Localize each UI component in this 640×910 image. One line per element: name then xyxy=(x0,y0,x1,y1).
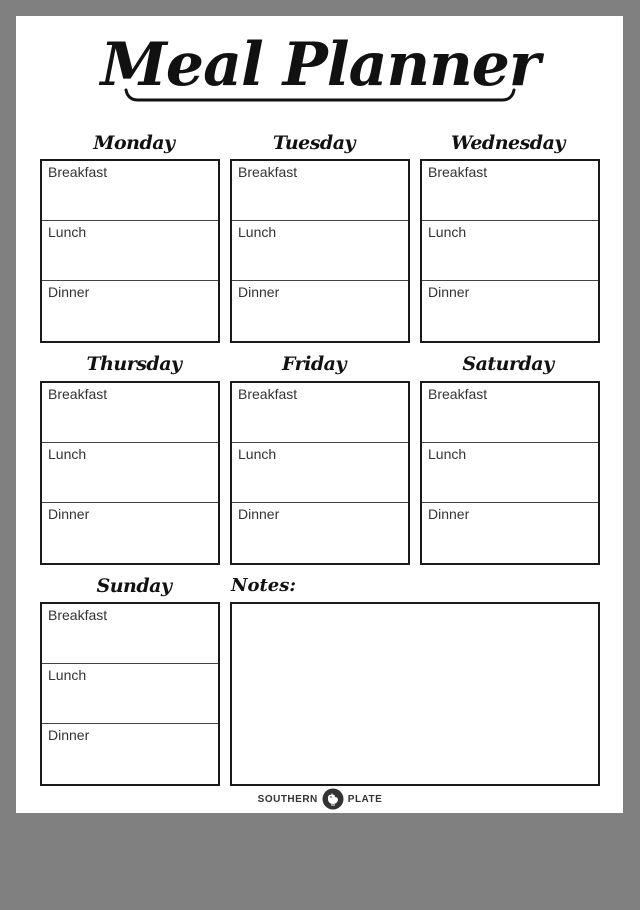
meal-row-breakfast[interactable] xyxy=(232,161,408,221)
meal-row-dinner[interactable] xyxy=(422,503,598,563)
day-box-sunday xyxy=(40,602,220,786)
chicken-logo-icon xyxy=(322,788,344,810)
meal-row-dinner[interactable] xyxy=(42,724,218,784)
meal-label-lunch: Lunch xyxy=(48,224,87,240)
meal-row-breakfast[interactable] xyxy=(422,161,598,221)
day-heading-friday: Friday xyxy=(281,353,347,375)
meal-row-dinner[interactable] xyxy=(422,281,598,341)
meal-row-breakfast[interactable] xyxy=(42,383,218,443)
meal-label-breakfast: Breakfast xyxy=(238,386,298,402)
meal-row-breakfast[interactable] xyxy=(232,383,408,443)
meal-label-breakfast: Breakfast xyxy=(428,164,488,180)
notes-area[interactable] xyxy=(230,602,600,786)
meal-row-lunch[interactable] xyxy=(232,443,408,503)
meal-row-lunch[interactable] xyxy=(42,664,218,724)
day-box-wednesday xyxy=(420,159,600,343)
meal-label-breakfast: Breakfast xyxy=(48,164,108,180)
meal-label-lunch: Lunch xyxy=(48,446,87,462)
footer-brand xyxy=(0,788,640,810)
day-heading-wednesday: Wednesday xyxy=(451,132,565,154)
meal-label-dinner: Dinner xyxy=(428,284,470,300)
meal-label-lunch: Lunch xyxy=(48,667,87,683)
meal-label-lunch: Lunch xyxy=(428,224,467,240)
day-heading-saturday: Saturday xyxy=(462,353,554,375)
meal-label-breakfast: Breakfast xyxy=(238,164,298,180)
day-heading-tuesday: Tuesday xyxy=(272,132,356,154)
notes-heading: Notes: xyxy=(231,575,297,596)
day-heading-thursday: Thursday xyxy=(86,353,182,375)
day-box-thursday xyxy=(40,381,220,565)
footer-text-right: PLATE xyxy=(347,793,383,805)
day-box-friday xyxy=(230,381,410,565)
day-heading-monday: Monday xyxy=(93,132,175,154)
meal-row-dinner[interactable] xyxy=(42,503,218,563)
meal-label-dinner: Dinner xyxy=(238,506,280,522)
day-heading-sunday: Sunday xyxy=(96,575,172,597)
meal-label-lunch: Lunch xyxy=(238,224,277,240)
meal-label-dinner: Dinner xyxy=(428,506,470,522)
meal-row-dinner[interactable] xyxy=(232,503,408,563)
meal-row-breakfast[interactable] xyxy=(422,383,598,443)
meal-row-breakfast[interactable] xyxy=(42,604,218,664)
meal-label-dinner: Dinner xyxy=(48,727,90,743)
meal-label-dinner: Dinner xyxy=(48,284,90,300)
meal-row-lunch[interactable] xyxy=(422,443,598,503)
day-box-tuesday xyxy=(230,159,410,343)
day-box-monday xyxy=(40,159,220,343)
meal-label-breakfast: Breakfast xyxy=(48,607,108,623)
meal-label-breakfast: Breakfast xyxy=(48,386,108,402)
meal-row-breakfast[interactable] xyxy=(42,161,218,221)
meal-row-lunch[interactable] xyxy=(422,221,598,281)
meal-label-dinner: Dinner xyxy=(238,284,280,300)
meal-row-dinner[interactable] xyxy=(232,281,408,341)
meal-row-dinner[interactable] xyxy=(42,281,218,341)
meal-label-lunch: Lunch xyxy=(428,446,467,462)
meal-row-lunch[interactable] xyxy=(232,221,408,281)
meal-label-dinner: Dinner xyxy=(48,506,90,522)
meal-label-breakfast: Breakfast xyxy=(428,386,488,402)
page-title: Meal Planner xyxy=(100,30,540,100)
title-underline xyxy=(124,88,516,104)
meal-label-lunch: Lunch xyxy=(238,446,277,462)
day-box-saturday xyxy=(420,381,600,565)
meal-row-lunch[interactable] xyxy=(42,221,218,281)
meal-row-lunch[interactable] xyxy=(42,443,218,503)
footer-text-left: SOUTHERN xyxy=(257,793,318,805)
